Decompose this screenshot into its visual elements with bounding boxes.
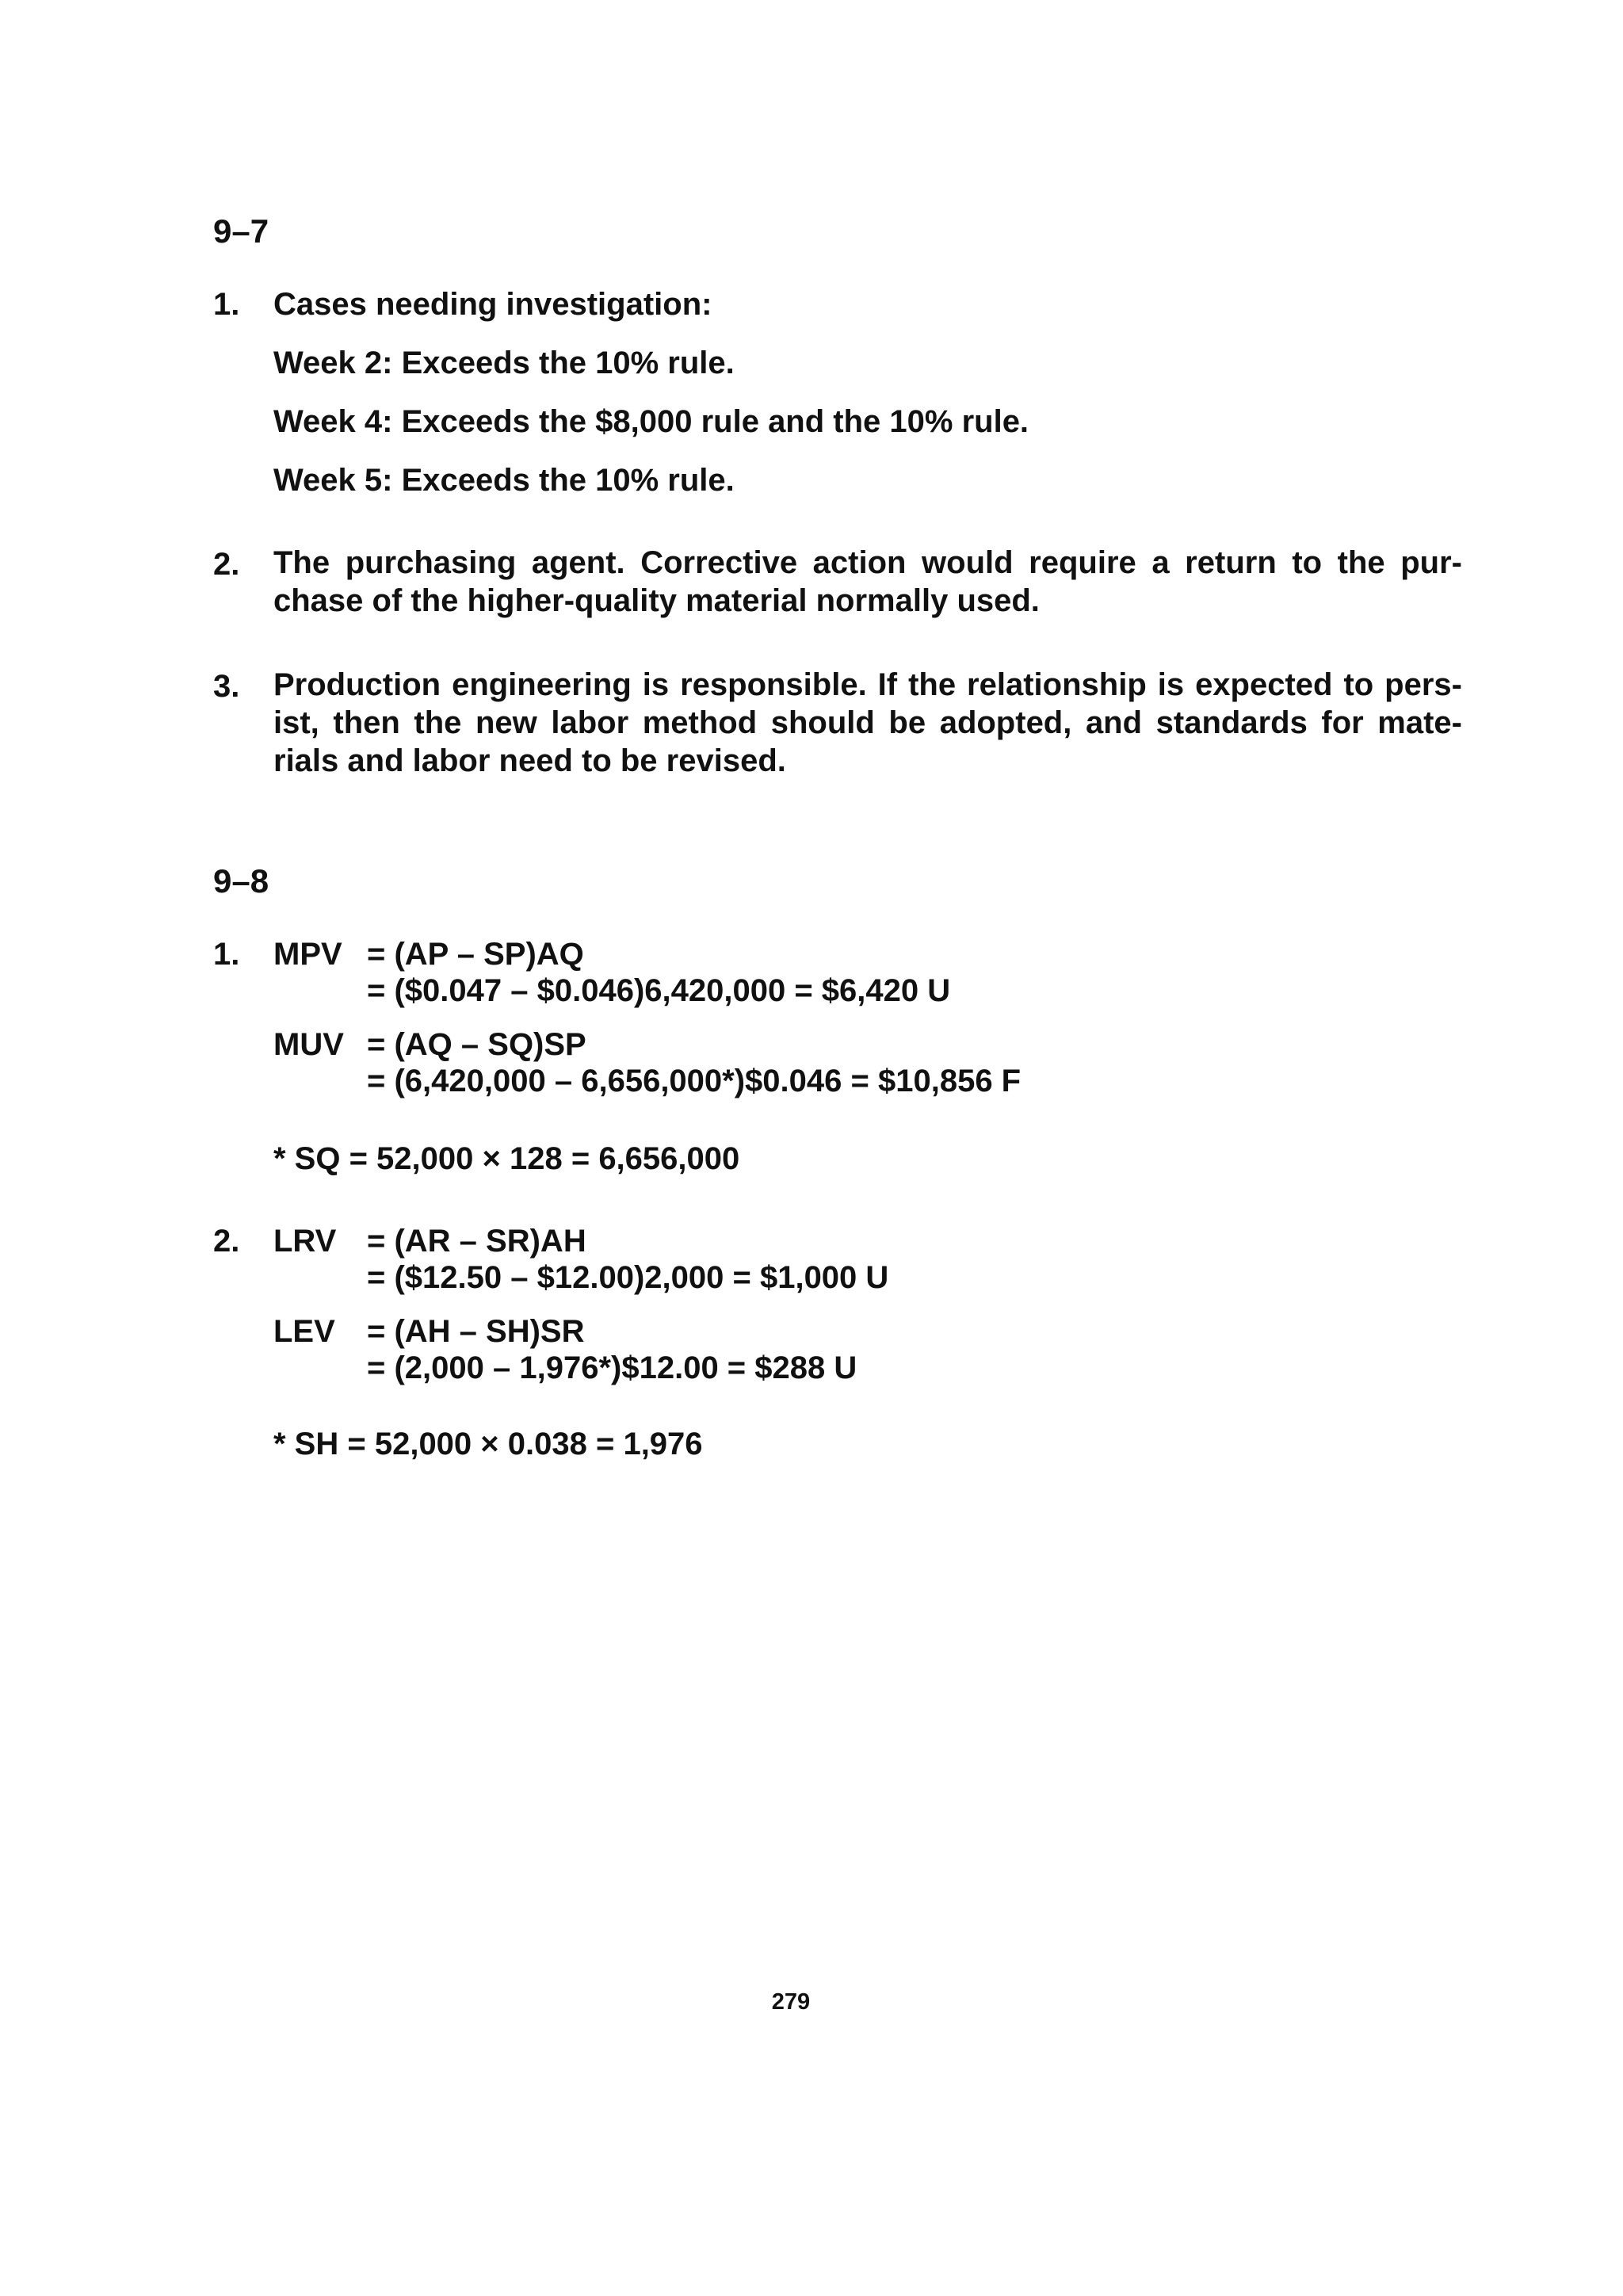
- muv-calculation: = (6,420,000 – 6,656,000*)$0.046 = $10,856 F: [367, 1064, 1022, 1098]
- item-text-9-7-3: Production engineering is responsible. If the relationship is expected to pers-ist, then the new labor method should be adopted, and standards for mate-rials and labor need to be revised.: [273, 667, 1462, 778]
- mpv-calculation: = ($0.047 – $0.046)6,420,000 = $6,420 U: [367, 973, 951, 1008]
- item-number-9-7-1: 1.: [213, 287, 240, 322]
- muv-formula: = (AQ – SQ)SP: [367, 1027, 586, 1062]
- item-title-9-7-1: Cases needing investigation:: [273, 287, 712, 322]
- week-line: Week 2: Exceeds the 10% rule.: [273, 346, 735, 380]
- lrv-label: LRV: [273, 1224, 337, 1259]
- item-text-9-7-2: The purchasing agent. Corrective action would require a return to the pur-chase of the higher-quality material normally used.: [273, 545, 1462, 618]
- mpv-label: MPV: [273, 937, 342, 972]
- lrv-calculation: = ($12.50 – $12.00)2,000 = $1,000 U: [367, 1260, 889, 1295]
- lev-formula: = (AH – SH)SR: [367, 1314, 585, 1349]
- item-number-9-7-2: 2.: [213, 547, 240, 582]
- lev-calculation: = (2,000 – 1,976*)$12.00 = $288 U: [367, 1350, 857, 1385]
- section-heading-9-8: 9–8: [213, 862, 269, 900]
- section-heading-9-7: 9–7: [213, 212, 269, 250]
- lev-label: LEV: [273, 1314, 335, 1349]
- sq-footnote: * SQ = 52,000 × 128 = 6,656,000: [273, 1141, 740, 1176]
- item-number-9-8-1: 1.: [213, 937, 240, 972]
- mpv-formula: = (AP – SP)AQ: [367, 937, 584, 972]
- item-number-9-8-2: 2.: [213, 1224, 240, 1259]
- sh-footnote: * SH = 52,000 × 0.038 = 1,976: [273, 1427, 703, 1461]
- week-line: Week 4: Exceeds the $8,000 rule and the 10% rule.: [273, 404, 1029, 439]
- lrv-formula: = (AR – SR)AH: [367, 1224, 586, 1259]
- muv-label: MUV: [273, 1027, 344, 1062]
- page-number: 279: [771, 1989, 811, 2015]
- item-number-9-7-3: 3.: [213, 669, 240, 704]
- week-line: Week 5: Exceeds the 10% rule.: [273, 463, 735, 498]
